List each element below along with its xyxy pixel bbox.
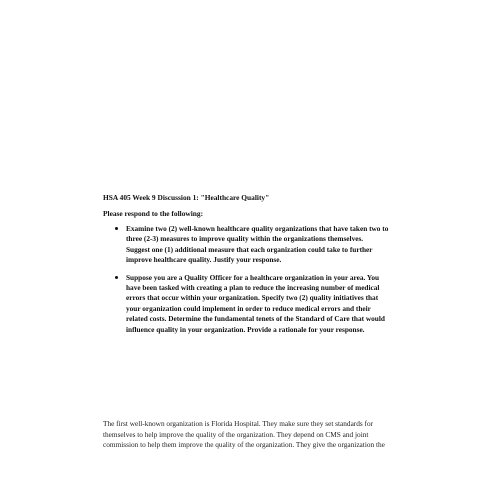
discussion-prompt: Please respond to the following:	[103, 209, 204, 218]
question-line: your organization could implement in order to reduce medical errors and their	[126, 303, 371, 313]
question-line: related costs. Determine the fundamental tenets of the Standard of Care that would	[126, 314, 385, 324]
answer-paragraph	[103, 419, 423, 451]
question-line: improve healthcare quality. Justify your response.	[126, 255, 282, 265]
bullet-icon	[115, 276, 118, 279]
question-line: errors that occur within your organization. Specify two (2) quality initiatives that	[126, 293, 379, 303]
question-line: three (2-3) measures to improve quality within the organizations themselves.	[126, 234, 364, 244]
question-line: Examine two (2) well-known healthcare quality organizations that have taken two to	[126, 224, 389, 233]
bullet-icon	[115, 227, 118, 230]
question-line: Suppose you are a Quality Officer for a healthcare organization in your area. You	[126, 272, 380, 282]
question-item-2	[115, 273, 415, 335]
question-item-1	[115, 224, 415, 266]
question-line: Suggest one (1) additional measure that each organization could take to further	[126, 244, 373, 254]
question-line: have been tasked with creating a plan to reduce the increasing number of medical	[126, 283, 380, 293]
question-list	[115, 224, 415, 342]
answer-line: commission to help them improve the quality of the organization. They give the organization the	[103, 440, 385, 449]
answer-line: themselves to help improve the quality of the organization. They depend on CMS and joint	[103, 429, 369, 439]
question-line: influence quality in your organization. Provide a rationale for your response.	[126, 324, 365, 334]
document-title: HSA 405 Week 9 Discussion 1: "Healthcare Quality"	[103, 193, 270, 202]
answer-line: The first well-known organization is Florida Hospital. They make sure they set standards for	[103, 419, 374, 428]
